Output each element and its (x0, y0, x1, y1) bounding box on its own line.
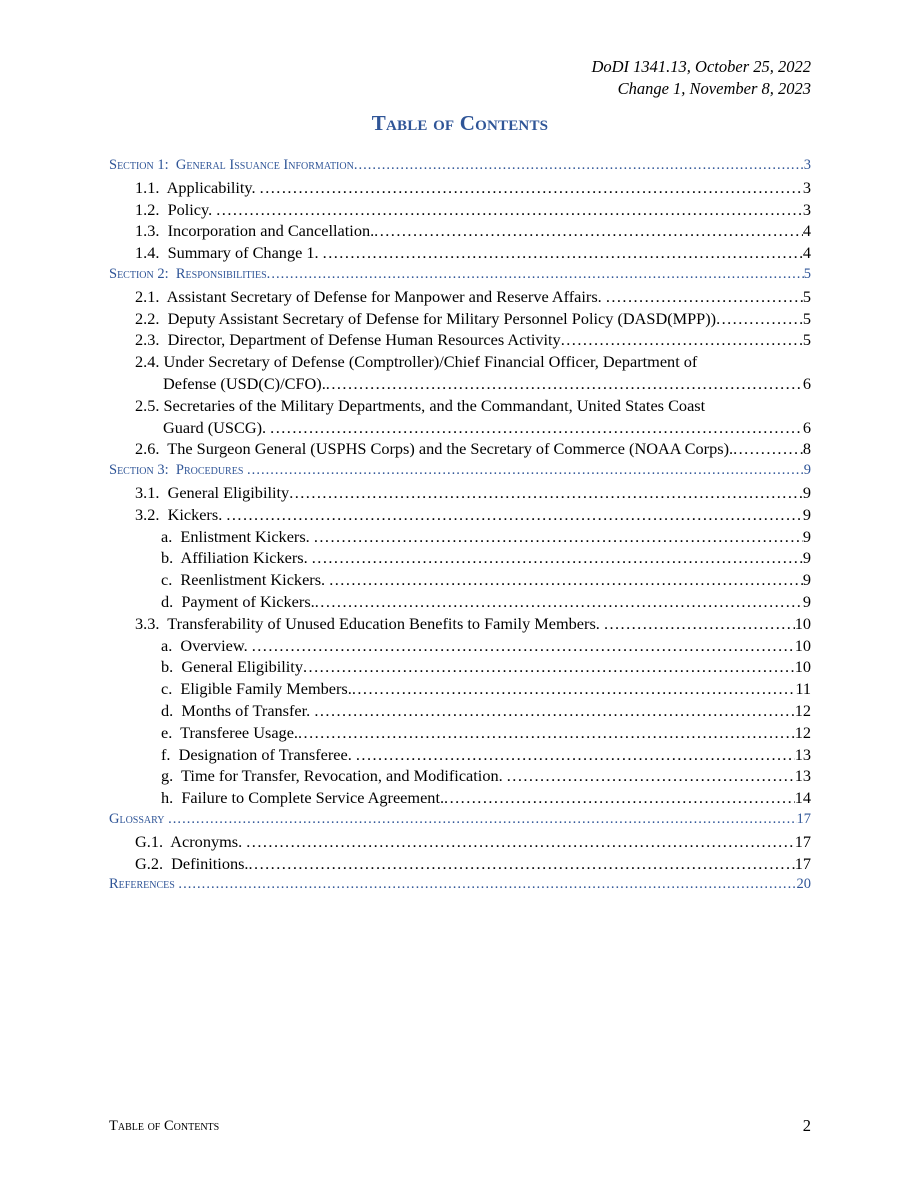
toc-leader-dots (298, 722, 795, 744)
document-header (591, 56, 811, 100)
toc-leader-dots (315, 591, 803, 613)
toc-page-number: 17 (794, 853, 811, 873)
toc-entry-text: a. Enlistment Kickers. (161, 526, 314, 546)
toc-entry-3-3-a[interactable] (109, 635, 811, 657)
toc-leader-dots (507, 765, 795, 787)
toc-section-glossary[interactable] (109, 809, 811, 831)
toc-page-number: 9 (802, 504, 811, 524)
toc-leader-dots (260, 177, 803, 199)
header-change: Change 1, November 8, 2023 (617, 79, 811, 98)
toc-entry-text: Section 3: Procedures (109, 462, 248, 479)
toc-leader-dots (314, 700, 794, 722)
toc-entry-2-4[interactable] (109, 351, 811, 395)
toc-section-2[interactable] (109, 264, 811, 286)
toc-entry-g-2[interactable] (109, 853, 811, 875)
toc-entry-text: e. Transferee Usage. (161, 722, 298, 742)
toc-leader-dots (329, 569, 803, 591)
toc-entry-1-1[interactable] (109, 177, 811, 199)
toc-page-number: 10 (794, 613, 811, 633)
toc-entry-2-1[interactable] (109, 286, 811, 308)
toc-entry-text: Glossary (109, 810, 169, 827)
toc-entry-text: 2.3. Director, Department of Defense Human Resources Activity (135, 330, 561, 350)
toc-page-number: 9 (802, 570, 811, 590)
toc-entry-text: 1.2. Policy. (135, 199, 217, 219)
toc-entry-text: 2.6. The Surgeon General (USPHS Corps) and the Secretary of Commerce (NOAA Corps). (135, 439, 734, 459)
toc-entry-text: G.1. Acronyms. (135, 831, 247, 851)
toc-entry-3-2-d[interactable] (109, 591, 811, 613)
toc-section-3[interactable] (109, 460, 811, 482)
toc-entry-text: c. Eligible Family Members. (161, 679, 352, 699)
toc-leader-dots (606, 286, 803, 308)
toc-page-number: 17 (794, 831, 811, 851)
toc-entry-3-3-d[interactable] (109, 700, 811, 722)
toc-entry-text: a. Overview. (161, 635, 252, 655)
toc-leader-dots (561, 329, 803, 351)
toc-page-number: 6 (802, 373, 811, 393)
toc-entry-text: 2.2. Deputy Assistant Secretary of Defense for Military Personnel Policy (DASD(MPP)) (135, 308, 717, 328)
toc-page-number: 3 (802, 199, 811, 219)
toc-page-number: 8 (802, 439, 811, 459)
toc-page-number: 10 (794, 657, 811, 677)
toc-entry-2-5[interactable] (109, 395, 811, 439)
toc-leader-dots (604, 613, 795, 635)
toc-leader-dots (374, 220, 803, 242)
toc-page-number: 13 (794, 744, 811, 764)
toc-entry-text: d. Payment of Kickers. (161, 591, 315, 611)
toc-entry-text: b. General Eligibility (161, 657, 303, 677)
toc-entry-text: Section 1: General Issuance Information (109, 157, 354, 173)
toc-entry-3-2-b[interactable] (109, 547, 811, 569)
toc-page-number: 9 (802, 482, 811, 502)
toc-entry-text: 1.3. Incorporation and Cancellation. (135, 221, 375, 241)
toc-entry-3-3[interactable] (109, 613, 811, 635)
toc-page-number: 13 (794, 766, 811, 786)
toc-entry-text-line2: Guard (USCG). (163, 417, 271, 437)
toc-leader-dots (246, 831, 794, 853)
toc-page-number: 4 (802, 221, 811, 241)
toc-entry-1-2[interactable] (109, 199, 811, 221)
toc-leader-dots (216, 199, 803, 221)
toc-entry-2-3[interactable] (109, 329, 811, 351)
toc-entry-text: c. Reenlistment Kickers. (161, 570, 330, 590)
toc-page-number: 17 (796, 810, 811, 827)
toc-page-number: 12 (794, 722, 811, 742)
toc-leader-dots (289, 482, 803, 504)
toc-entry-3-3-h[interactable] (109, 787, 811, 809)
toc-entry-text: g. Time for Transfer, Revocation, and Modification. (161, 766, 507, 786)
toc-leader-dots (270, 417, 803, 439)
footer-section-label: Table of Contents (109, 1118, 220, 1134)
toc-leader-dots (267, 264, 804, 286)
toc-leader-dots (733, 438, 803, 460)
toc-page-number: 3 (802, 177, 811, 197)
toc-entry-text: 1.1. Applicability. (135, 177, 260, 197)
toc-leader-dots (716, 308, 803, 330)
table-of-contents (109, 155, 811, 896)
toc-leader-dots (354, 155, 804, 177)
toc-page-number: 6 (802, 417, 811, 437)
toc-entry-3-2-c[interactable] (109, 569, 811, 591)
toc-leader-dots (249, 853, 795, 875)
toc-page-number: 20 (796, 876, 811, 893)
toc-entry-text: 3.2. Kickers. (135, 504, 227, 524)
toc-page-number: 9 (803, 462, 811, 479)
toc-leader-dots (356, 744, 795, 766)
toc-leader-dots (314, 526, 803, 548)
toc-page-number: 3 (803, 157, 811, 173)
toc-leader-dots (252, 635, 795, 657)
toc-leader-dots (178, 874, 796, 896)
header-doc-id: DoDI 1341.13, October 25, 2022 (591, 57, 811, 76)
toc-leader-dots (226, 504, 803, 526)
toc-leader-dots (247, 460, 804, 482)
toc-entry-3-3-f[interactable] (109, 744, 811, 766)
toc-section-references[interactable] (109, 874, 811, 896)
toc-entry-3-3-b[interactable] (109, 656, 811, 678)
footer-page-number: 2 (802, 1116, 811, 1135)
toc-entry-text: 1.4. Summary of Change 1. (135, 243, 323, 263)
toc-entry-text: Section 2: Responsibilities (109, 265, 267, 282)
toc-entry-3-2-a[interactable] (109, 526, 811, 548)
toc-entry-text: b. Affiliation Kickers. (161, 548, 312, 568)
toc-entry-2-2[interactable] (109, 308, 811, 330)
toc-leader-dots (168, 809, 796, 831)
toc-page-number: 14 (794, 788, 811, 808)
toc-entry-text: f. Designation of Transferee. (161, 744, 356, 764)
toc-page-number: 12 (794, 700, 811, 720)
toc-leader-dots (312, 547, 803, 569)
toc-entry-text-line1: 2.4. Under Secretary of Defense (Comptroller)/Chief Financial Officer, Department of (135, 352, 698, 372)
toc-leader-dots (323, 242, 803, 264)
toc-entry-text-line2: Defense (USD(C)/CFO). (163, 373, 326, 393)
toc-leader-dots (303, 656, 795, 678)
toc-entry-text: h. Failure to Complete Service Agreement. (161, 788, 445, 808)
toc-page-number: 9 (802, 526, 811, 546)
toc-page-number: 9 (802, 591, 811, 611)
page-title: Table of Contents (371, 111, 549, 135)
toc-page-number: 5 (803, 265, 811, 282)
toc-entry-text: References (109, 876, 179, 893)
toc-page-number: 9 (802, 548, 811, 568)
toc-entry-text: 3.3. Transferability of Unused Education Benefits to Family Members. (135, 613, 604, 633)
toc-entry-1-3[interactable] (109, 220, 811, 242)
toc-leader-dots (352, 678, 795, 700)
toc-page-number: 4 (802, 243, 811, 263)
toc-entry-text: 2.1. Assistant Secretary of Defense for Manpower and Reserve Affairs. (135, 286, 606, 306)
toc-entry-text: 3.1. General Eligibility (135, 482, 290, 502)
toc-page-number: 11 (795, 679, 811, 699)
toc-entry-3-2[interactable] (109, 504, 811, 526)
toc-entry-3-1[interactable] (109, 482, 811, 504)
toc-page-number: 5 (802, 286, 811, 306)
toc-page-number: 10 (794, 635, 811, 655)
toc-page-number: 5 (802, 330, 811, 350)
toc-leader-dots (326, 373, 803, 395)
toc-entry-text-line1: 2.5. Secretaries of the Military Departments, and the Commandant, United States Coast (135, 395, 706, 415)
toc-section-1[interactable] (109, 155, 811, 177)
toc-entry-3-3-g[interactable] (109, 765, 811, 787)
toc-entry-1-4[interactable] (109, 242, 811, 264)
toc-entry-3-3-e[interactable] (109, 722, 811, 744)
toc-entry-text: d. Months of Transfer. (161, 700, 315, 720)
toc-leader-dots (444, 787, 795, 809)
toc-entry-3-3-c[interactable] (109, 678, 811, 700)
toc-entry-g-1[interactable] (109, 831, 811, 853)
toc-entry-text: G.2. Definitions. (135, 853, 249, 873)
toc-entry-2-6[interactable] (109, 438, 811, 460)
toc-page-number: 5 (802, 308, 811, 328)
